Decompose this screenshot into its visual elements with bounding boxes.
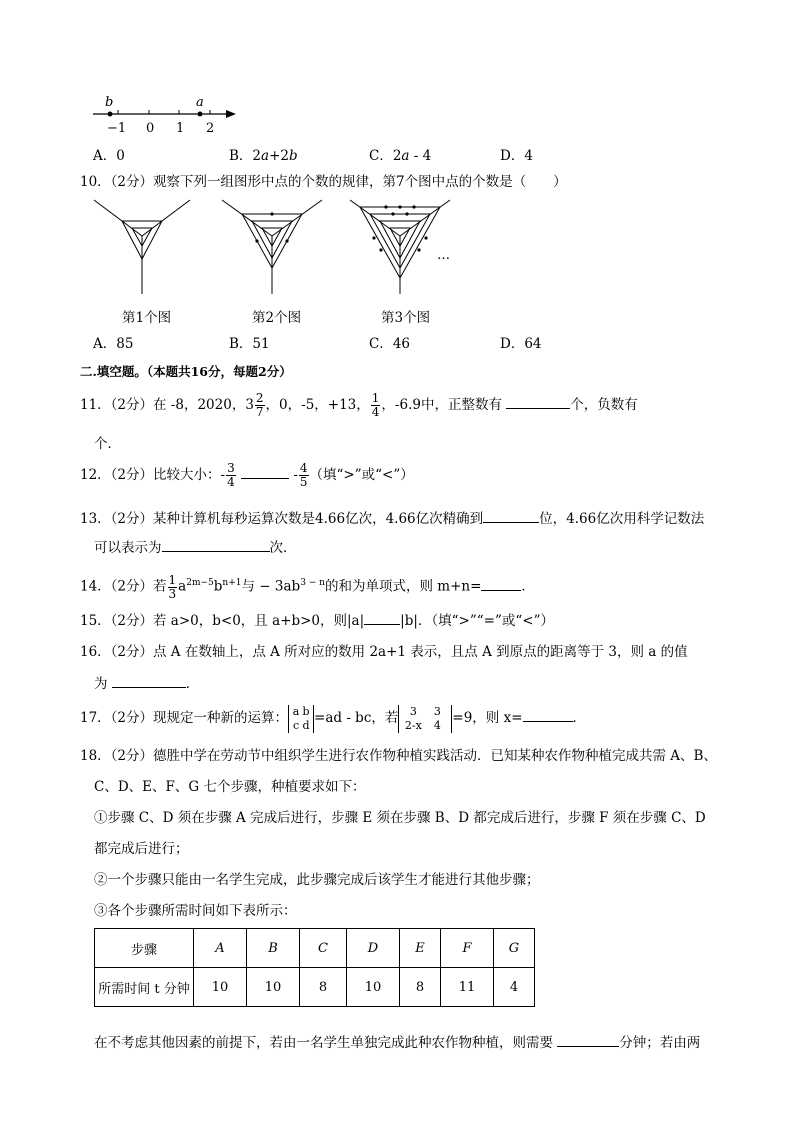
tick-label: 2 [206,121,215,136]
q18-line-2: C、D、E、F、G 七个步骤，种植要求如下： [94,779,366,795]
answer-blank[interactable] [483,508,539,523]
q11: 11．（2分）在 -8，2020，3 $\frac{2}{7}$ ，0，-5，+13， $\frac{1}{4}$ ，-6.9中，正整数有 个，负数有 [80,391,638,419]
q18-line-6: ③各个步骤所需时间如下表所示： [94,903,297,919]
figure-2-caption: 第2个图 [252,310,302,326]
q18-line-5: ②一个步骤只能由一名学生完成，此步骤完成后该学生才能进行其他步骤； [94,872,540,888]
q16: 16．（2分）点 A 在数轴上，点 A 所对应的数用 2a+1 表示，且点 A 到原点的距离等于 3，则 a 的值 [80,644,688,660]
answer-blank[interactable] [162,537,270,552]
q10-option-c: C．46 [369,336,411,352]
answer-blank[interactable] [557,1032,619,1047]
q18-line-7: 在不考虑其他因素的前提下，若由一名学生单独完成此种农作物种植，则需要 分钟；若由两 [94,1032,700,1053]
point-b-label: b [105,95,114,110]
continuation-dots: … [437,248,450,263]
q18-line-1: 18．（2分）德胜中学在劳动节中组织学生进行农作物种植实践活动．已知某种农作物种植完成共需 A、B、 [80,748,717,764]
answer-blank[interactable] [112,673,186,688]
q10-option-d: D．64 [500,336,542,352]
q18-line-3: ①步骤 C、D 须在步骤 A 完成后进行，步骤 E 须在步骤 B、D 都完成后进行，步骤 F 须在步骤 C、D [94,810,706,826]
figure-1-caption: 第1个图 [122,310,172,326]
determinant-1: a b c d [288,705,314,733]
answer-blank[interactable] [364,610,400,625]
figure-3 [348,196,452,296]
q14: 14．（2分）若 $\frac{1}{3}$ $a^{2m-5}b^{n+1}$与 − $3ab^{3 - n}$的和为单项式，则 m+n= ． [80,572,535,601]
q10-option-a: A．85 [93,336,134,352]
q13-cont: 可以表示为 次． [94,537,297,558]
q16-cont: 为 ． [94,673,199,694]
answer-blank[interactable] [523,707,573,722]
q18-line-4: 都完成后进行； [94,841,189,857]
q9-option-c: C．2a - 4 [369,148,432,164]
answer-blank[interactable] [241,464,289,479]
tick-label: 0 [146,121,155,136]
point-b [108,112,113,117]
q11-cont: 个． [94,436,121,452]
answer-blank[interactable] [481,576,521,591]
q9-option-b: B．2a+2b [229,148,298,164]
q12: 12．（2分）比较大小：- $\frac{3}{4}$ - $\frac{4}{5}$ （填“>”或“<”） [80,461,414,489]
q15: 15．（2分）若 a>0，b<0，且 a+b>0，则|a| |b|．（填“>”“=”或“<”） [80,610,554,631]
q17: 17．（2分）现规定一种新的运算： a b c d =ad - bc，若 3 3 2-x 4 =9，则 x= ． [80,704,587,732]
q9-option-d: D．4 [500,148,533,164]
q10-option-b: B．51 [229,336,270,352]
tick-label: 1 [176,121,185,136]
tick-label: −1 [107,121,127,136]
figure-2 [220,196,324,296]
table-row: 步骤 A B C D E F G [95,929,535,968]
point-a-label: a [196,95,204,110]
section-heading: 二.填空题。（本题共16分，每题2分） [80,364,292,379]
steps-table [94,928,535,1007]
q9-option-a: A．0 [93,148,125,164]
figure-1 [92,196,192,296]
answer-blank[interactable] [506,394,570,409]
determinant-2: 3 3 2-x 4 [398,705,452,733]
point-a [198,112,203,117]
table-row: 所需时间 t 分钟 10 10 8 10 8 11 4 [95,968,535,1007]
q10-stem: 10．（2分）观察下列一组图形中点的个数的规律，第7个图中点的个数是（ ） [80,174,567,190]
figure-3-caption: 第3个图 [381,310,431,326]
q13: 13．（2分）某种计算机每秒运算次数是4.66亿次，4.66亿次精确到 位，4.66亿次用科学记数法 [80,508,704,529]
